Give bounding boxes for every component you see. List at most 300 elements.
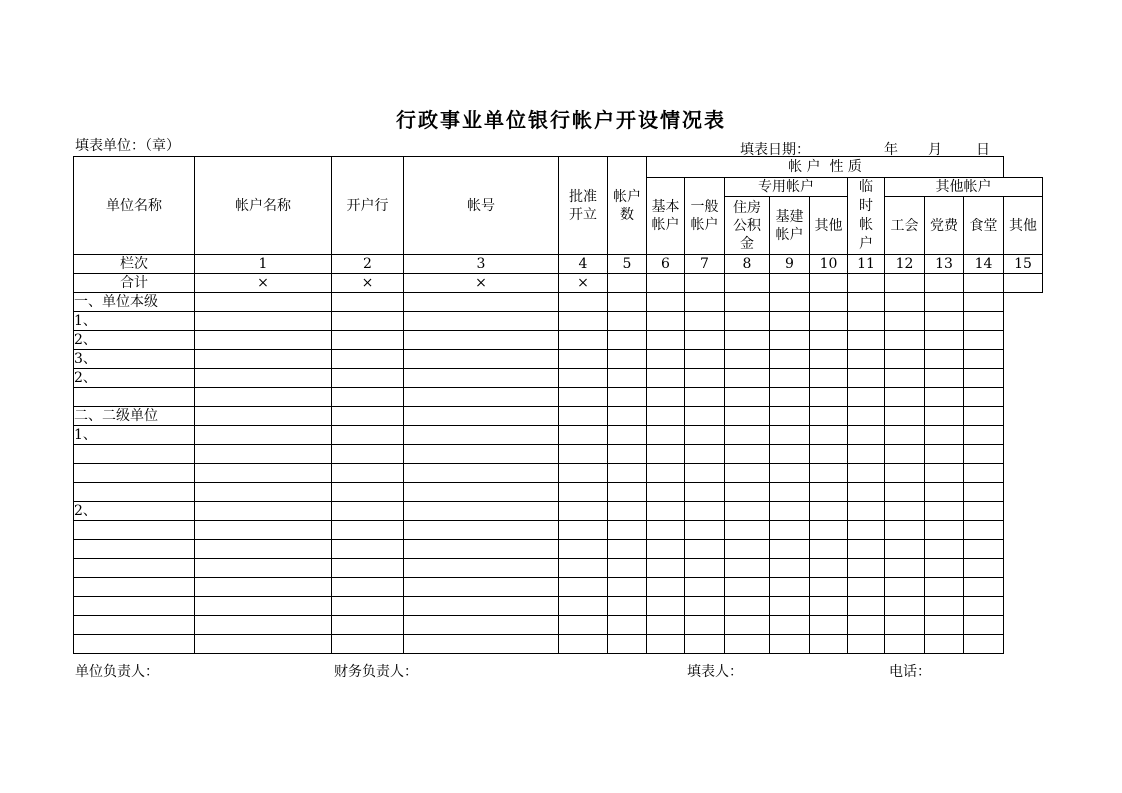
table-cell[interactable] [685,483,725,502]
table-cell[interactable] [770,540,810,559]
table-row [74,521,1043,540]
table-cell[interactable] [848,483,885,502]
table-row [74,483,1043,502]
table-cell[interactable] [404,635,559,654]
table-cell[interactable] [332,407,404,426]
table-cell[interactable] [404,597,559,616]
table-cell[interactable] [848,521,885,540]
table-cell[interactable] [608,464,647,483]
table-cell[interactable] [964,426,1004,445]
table-cell[interactable] [925,369,964,388]
table-cell[interactable] [559,388,608,407]
table-cell[interactable] [810,274,848,293]
table-cell[interactable] [195,388,332,407]
table-cell[interactable] [685,616,725,635]
table-cell[interactable] [770,293,810,312]
table-cell[interactable] [559,445,608,464]
table-cell[interactable] [647,426,685,445]
table-cell[interactable] [848,274,885,293]
table-cell[interactable] [685,464,725,483]
table-cell[interactable] [964,483,1004,502]
table-cell[interactable] [848,293,885,312]
table-cell[interactable] [559,407,608,426]
table-cell[interactable] [725,426,770,445]
table-cell[interactable] [608,407,647,426]
table-cell[interactable] [195,635,332,654]
table-cell[interactable] [608,559,647,578]
header-bank: 开户行 [332,157,404,255]
table-cell[interactable] [925,540,964,559]
table-cell[interactable] [770,635,810,654]
table-cell[interactable] [810,483,848,502]
table-cell[interactable] [925,274,964,293]
table-cell[interactable] [559,369,608,388]
table-cell[interactable] [608,369,647,388]
table-cell[interactable] [848,616,885,635]
table-cell[interactable] [848,464,885,483]
table-cell[interactable] [685,578,725,597]
table-cell[interactable] [885,464,925,483]
table-cell[interactable] [964,331,1004,350]
table-cell[interactable] [404,407,559,426]
table-cell[interactable] [848,331,885,350]
table-cell[interactable] [925,559,964,578]
filler-label: 填表人： [687,664,743,680]
table-cell[interactable] [810,388,848,407]
table-cell[interactable] [925,616,964,635]
header-basic: 基本帐户 [647,178,685,255]
table-cell[interactable] [559,483,608,502]
table-cell[interactable] [332,559,404,578]
table-cell[interactable] [848,312,885,331]
column-number: 3 [404,255,559,274]
table-cell[interactable] [608,540,647,559]
table-cell[interactable] [608,388,647,407]
table-cell[interactable] [810,312,848,331]
table-cell[interactable] [559,540,608,559]
row-label [74,597,195,616]
table-cell[interactable] [810,635,848,654]
table-cell[interactable] [725,597,770,616]
table-cell[interactable] [925,445,964,464]
table-cell[interactable] [195,616,332,635]
table-cell[interactable] [925,483,964,502]
table-cell[interactable] [964,635,1004,654]
table-cell[interactable] [647,616,685,635]
table-cell[interactable] [964,274,1004,293]
table-cell[interactable] [725,445,770,464]
header-special: 专用帐户 [725,178,848,197]
table-cell[interactable] [195,483,332,502]
table-cell[interactable] [770,559,810,578]
table-cell[interactable] [404,540,559,559]
total-label: 合计 [74,274,195,293]
table-cell[interactable] [195,445,332,464]
table-cell[interactable] [608,293,647,312]
table-cell[interactable] [1004,274,1043,293]
header-union: 工会 [885,197,925,255]
table-cell[interactable] [404,350,559,369]
table-cell[interactable] [925,312,964,331]
table-cell[interactable] [647,407,685,426]
table-cell[interactable] [725,369,770,388]
table-cell[interactable] [332,445,404,464]
table-cell[interactable] [964,388,1004,407]
table-cell[interactable] [885,521,925,540]
table-cell[interactable] [685,521,725,540]
table-cell[interactable] [332,616,404,635]
table-cell[interactable] [685,635,725,654]
table-cell[interactable] [770,407,810,426]
table-cell[interactable] [885,388,925,407]
table-cell[interactable] [608,350,647,369]
table-cell[interactable] [925,521,964,540]
table-cell[interactable] [685,293,725,312]
table-cell[interactable] [810,426,848,445]
table-cell[interactable] [559,464,608,483]
table-cell[interactable] [195,521,332,540]
table-cell[interactable] [770,426,810,445]
table-cell[interactable] [559,350,608,369]
table-cell[interactable] [559,521,608,540]
table-cell[interactable] [647,331,685,350]
table-cell[interactable] [770,483,810,502]
table-cell[interactable] [559,331,608,350]
table-cell[interactable] [725,350,770,369]
table-cell[interactable] [647,540,685,559]
table-cell[interactable] [647,483,685,502]
table-cell[interactable] [885,578,925,597]
table-cell[interactable] [725,616,770,635]
table-cell[interactable] [608,483,647,502]
table-cell[interactable] [195,331,332,350]
table-cell[interactable] [685,597,725,616]
table-cell[interactable] [810,597,848,616]
table-cell[interactable] [925,597,964,616]
table-cell[interactable] [725,559,770,578]
table-cell[interactable] [608,312,647,331]
table-cell[interactable] [725,578,770,597]
table-row [74,464,1043,483]
table-cell[interactable] [332,388,404,407]
table-cell[interactable] [770,521,810,540]
table-cell[interactable] [964,350,1004,369]
table-cell[interactable] [195,540,332,559]
table-cell[interactable] [964,445,1004,464]
table-cell[interactable] [685,388,725,407]
header-unit-name: 单位名称 [74,157,195,255]
table-cell[interactable] [559,559,608,578]
table-cell[interactable] [925,635,964,654]
table-cell[interactable] [647,635,685,654]
table-cell[interactable] [810,445,848,464]
column-number: 2 [332,255,404,274]
table-cell[interactable] [685,540,725,559]
table-cell[interactable] [647,464,685,483]
table-cell[interactable] [559,293,608,312]
table-cell[interactable] [195,369,332,388]
table-cell[interactable] [885,559,925,578]
table-cell[interactable] [608,331,647,350]
table-cell[interactable] [404,578,559,597]
table-cell[interactable] [810,616,848,635]
table-cell[interactable] [332,635,404,654]
table-cell[interactable] [608,274,647,293]
table-cell[interactable] [195,597,332,616]
table-cell[interactable] [195,350,332,369]
table-cell[interactable] [647,350,685,369]
table-cell[interactable] [770,502,810,521]
table-cell[interactable] [848,350,885,369]
table-cell[interactable] [725,388,770,407]
table-cell[interactable] [332,578,404,597]
table-cell[interactable] [685,502,725,521]
table-row [74,502,1043,521]
table-cell[interactable] [810,407,848,426]
table-cell[interactable] [647,502,685,521]
table-cell[interactable] [608,616,647,635]
table-cell[interactable] [925,331,964,350]
table-cell[interactable] [810,559,848,578]
table-cell[interactable] [885,331,925,350]
table-cell[interactable] [647,521,685,540]
table-cell[interactable] [404,426,559,445]
table-cell[interactable] [848,578,885,597]
table-cell[interactable] [404,445,559,464]
table-cell[interactable] [925,350,964,369]
table-cell[interactable] [885,350,925,369]
table-cell[interactable] [810,578,848,597]
table-row [74,540,1043,559]
table-cell[interactable] [770,369,810,388]
table-cell[interactable] [770,388,810,407]
table-cell[interactable] [608,635,647,654]
table-cell[interactable] [404,521,559,540]
table-cell[interactable] [332,369,404,388]
table-cell[interactable] [608,521,647,540]
table-cell[interactable] [685,559,725,578]
table-cell[interactable] [964,464,1004,483]
table-cell[interactable] [885,597,925,616]
table-cell[interactable] [195,502,332,521]
table-cell[interactable] [404,331,559,350]
table-cell[interactable] [332,293,404,312]
table-cell[interactable] [885,540,925,559]
table-cell[interactable] [195,578,332,597]
table-cell[interactable] [404,464,559,483]
table-cell[interactable] [559,597,608,616]
table-cell[interactable] [885,635,925,654]
table-cell[interactable] [770,312,810,331]
table-cell[interactable] [332,521,404,540]
header-party-fee: 党费 [925,197,964,255]
table-cell[interactable] [725,521,770,540]
table-cell[interactable] [810,464,848,483]
table-cell[interactable] [559,578,608,597]
table-cell[interactable] [964,540,1004,559]
table-cell[interactable] [332,483,404,502]
table-cell[interactable] [195,312,332,331]
table-cell[interactable] [647,293,685,312]
table-cell[interactable] [848,502,885,521]
table-cell[interactable] [964,597,1004,616]
table-cell[interactable] [195,407,332,426]
table-cell[interactable] [770,331,810,350]
table-cell[interactable] [925,407,964,426]
table-cell[interactable] [810,369,848,388]
header-account-no: 帐号 [404,157,559,255]
table-cell[interactable] [770,597,810,616]
table-cell[interactable] [608,578,647,597]
table-cell[interactable] [964,293,1004,312]
table-cell[interactable] [848,445,885,464]
table-cell[interactable] [404,559,559,578]
table-cell[interactable] [332,350,404,369]
table-cell[interactable] [559,426,608,445]
table-cell[interactable] [925,502,964,521]
table-cell[interactable] [885,312,925,331]
table-cell[interactable] [725,635,770,654]
table-cell[interactable] [559,635,608,654]
table-cell[interactable] [647,388,685,407]
header-infrastructure: 基建帐户 [770,197,810,255]
table-cell[interactable] [885,616,925,635]
table-cell[interactable] [559,312,608,331]
fill-date-label: 填表日期： [740,142,810,158]
table-cell[interactable] [770,274,810,293]
table-cell[interactable] [685,426,725,445]
table-cell[interactable] [332,331,404,350]
table-cell[interactable] [685,312,725,331]
table-cell[interactable] [647,559,685,578]
table-cell[interactable] [647,445,685,464]
table-cell[interactable] [195,293,332,312]
table-cell[interactable] [685,331,725,350]
table-cell[interactable] [848,426,885,445]
table-cell[interactable] [725,407,770,426]
table-cell[interactable] [810,331,848,350]
table-cell[interactable] [725,464,770,483]
table-cell[interactable] [810,540,848,559]
table-cell[interactable] [848,635,885,654]
table-cell[interactable] [885,407,925,426]
table-cell[interactable] [332,464,404,483]
table-cell[interactable] [810,521,848,540]
table-cell[interactable] [685,407,725,426]
table-cell[interactable] [848,540,885,559]
table-cell[interactable] [964,312,1004,331]
header-general: 一般帐户 [685,178,725,255]
table-cell[interactable] [770,578,810,597]
table-cell[interactable] [725,331,770,350]
table-cell[interactable] [647,578,685,597]
table-cell[interactable] [964,502,1004,521]
table-cell[interactable] [725,502,770,521]
table-cell[interactable] [195,426,332,445]
table-cell[interactable] [925,426,964,445]
table-cell[interactable] [404,483,559,502]
table-cell[interactable] [810,350,848,369]
table-cell[interactable] [608,426,647,445]
table-cell[interactable] [608,502,647,521]
table-cell[interactable] [404,388,559,407]
table-cell[interactable] [647,597,685,616]
table-cell[interactable] [964,578,1004,597]
table-cell[interactable] [404,616,559,635]
table-cell[interactable] [885,369,925,388]
table-cell[interactable] [559,616,608,635]
table-cell[interactable] [685,369,725,388]
table-cell[interactable] [848,559,885,578]
table-cell[interactable] [810,293,848,312]
table-cell[interactable] [725,312,770,331]
table-cell[interactable] [404,293,559,312]
table-cell[interactable] [925,388,964,407]
table-cell[interactable] [925,293,964,312]
table-cell[interactable] [195,464,332,483]
table-cell[interactable] [770,464,810,483]
table-cell[interactable] [848,597,885,616]
table-cell[interactable] [685,445,725,464]
table-cell[interactable] [685,274,725,293]
table-cell[interactable] [964,407,1004,426]
table-cell[interactable] [647,274,685,293]
table-cell[interactable] [725,540,770,559]
table-cell[interactable] [885,445,925,464]
table-cell[interactable] [332,426,404,445]
table-cell[interactable] [885,426,925,445]
table-cell[interactable] [608,597,647,616]
table-cell[interactable] [404,502,559,521]
table-cell[interactable] [195,559,332,578]
table-cell[interactable] [685,350,725,369]
table-cell[interactable] [964,521,1004,540]
table-cell[interactable] [404,369,559,388]
column-number-label: 栏次 [74,255,195,274]
table-cell[interactable] [885,293,925,312]
table-cell[interactable] [332,597,404,616]
table-cell[interactable] [885,502,925,521]
table-cell[interactable] [848,369,885,388]
table-cell[interactable] [770,350,810,369]
table-cell[interactable] [885,483,925,502]
table-cell[interactable] [332,540,404,559]
table-cell[interactable] [725,274,770,293]
table-cell[interactable] [770,445,810,464]
table-cell[interactable] [810,502,848,521]
table-cell[interactable] [332,312,404,331]
table-cell[interactable] [332,502,404,521]
table-cell[interactable] [559,502,608,521]
table-cell[interactable] [848,407,885,426]
table-cell[interactable] [885,274,925,293]
row-label [74,540,195,559]
table-cell[interactable] [964,369,1004,388]
table-cell[interactable] [925,464,964,483]
table-cell[interactable] [848,388,885,407]
table-cell[interactable] [770,616,810,635]
table-cell[interactable] [725,483,770,502]
table-cell[interactable] [608,445,647,464]
table-cell[interactable] [725,293,770,312]
table-cell[interactable] [925,578,964,597]
column-number: 11 [848,255,885,274]
table-cell[interactable] [404,312,559,331]
table-cell[interactable] [964,559,1004,578]
table-cell[interactable] [964,616,1004,635]
table-cell[interactable] [647,369,685,388]
table-cell[interactable] [647,312,685,331]
